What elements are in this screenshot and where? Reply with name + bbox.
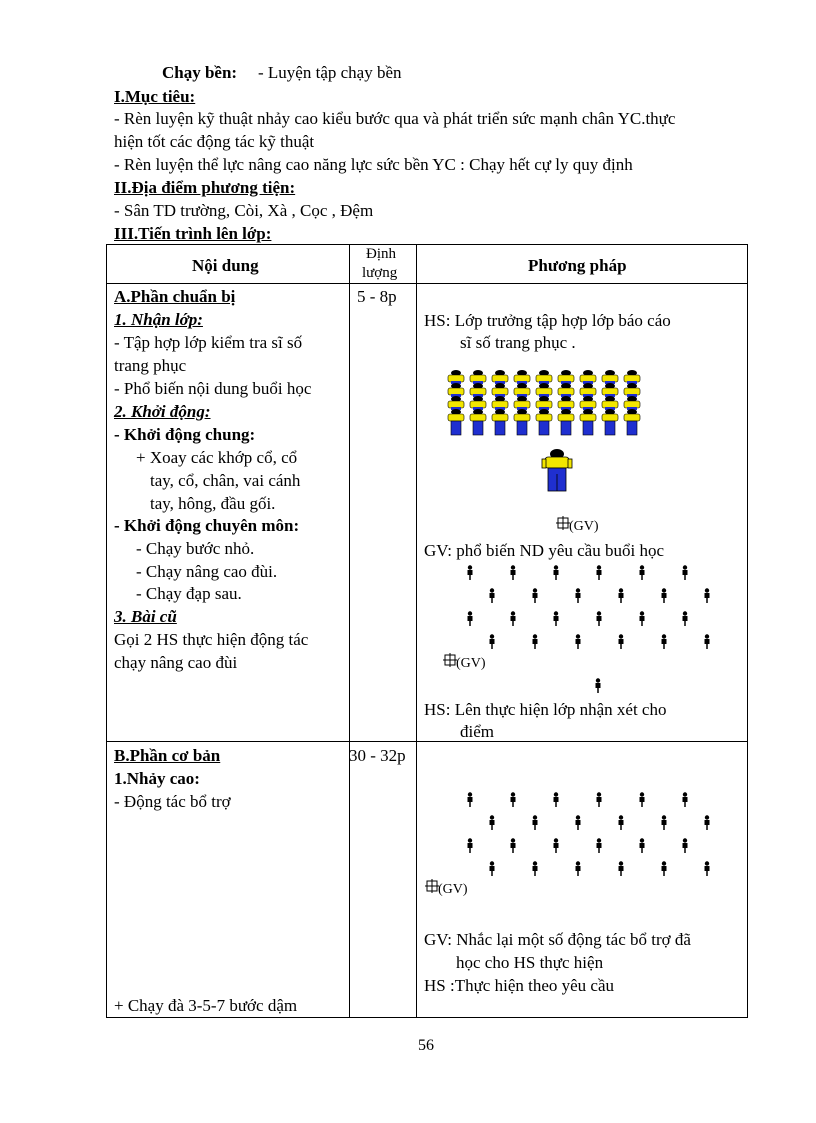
stick-figure	[509, 565, 517, 581]
class-monitor-figure	[539, 447, 575, 495]
stick-figure	[466, 838, 474, 854]
stick-figure	[617, 861, 625, 877]
stick-figure	[595, 838, 603, 854]
stick-figure	[703, 861, 711, 877]
student-figure	[448, 370, 464, 384]
stick-figure	[660, 588, 668, 604]
student-figure	[492, 396, 508, 410]
student-figure	[448, 383, 464, 397]
stick-figure	[638, 565, 646, 581]
table-border-left	[106, 244, 107, 1018]
stick-figure	[466, 565, 474, 581]
part-a-item-2: - Phổ biến nội dung buổi học	[114, 379, 312, 398]
table-header-bottom	[106, 283, 748, 284]
student-figure	[536, 370, 552, 384]
rotation-line-3: tay, hông, đầu gối.	[150, 494, 276, 513]
student-figure	[558, 409, 574, 435]
stick-figure	[617, 588, 625, 604]
part-a-sub-1: 1. Nhận lớp:	[114, 310, 203, 329]
stick-figure	[488, 815, 496, 831]
method-gv-2-line-1: GV: Nhắc lại một số động tác bổ trợ đã	[424, 930, 691, 949]
stick-figure	[703, 588, 711, 604]
part-b-heading: B.Phần cơ bản	[114, 746, 221, 765]
stick-figure	[617, 815, 625, 831]
section-location-heading: II.Địa điểm phương tiện:	[114, 178, 296, 197]
stick-figure	[595, 792, 603, 808]
drill-1: - Chạy bước nhỏ.	[136, 539, 255, 558]
special-warmup: - Khởi động chuyên môn:	[114, 516, 300, 535]
method-hs-1-line-1: HS: Lớp trưởng tập hợp lớp báo cáo	[424, 311, 671, 330]
student-figure	[536, 396, 552, 410]
part-b-amount: 30 - 32p	[349, 746, 406, 765]
student-figure	[470, 370, 486, 384]
student-figure	[602, 370, 618, 384]
student-figure	[448, 396, 464, 410]
student-figure	[558, 383, 574, 397]
stick-figure	[488, 588, 496, 604]
stick-figure	[574, 634, 582, 650]
teacher-icon	[444, 654, 456, 666]
stick-figure	[703, 634, 711, 650]
teacher-label-2: (GV)	[456, 656, 486, 671]
stick-figure	[638, 792, 646, 808]
lesson-title-bold: Chạy bền:	[162, 63, 238, 82]
student-figure	[470, 383, 486, 397]
student-figure	[558, 396, 574, 410]
goal-1-line-1: - Rèn luyện kỹ thuật nhảy cao kiểu bước qua và phát triển sức mạnh chân YC.thực	[114, 109, 676, 128]
teacher-label-1: (GV)	[569, 519, 599, 534]
section-process-heading: III.Tiến trình lên lớp:	[114, 224, 272, 243]
student-figure	[558, 370, 574, 384]
student-figure	[624, 383, 640, 397]
stick-figure	[552, 565, 560, 581]
stick-figure	[552, 792, 560, 808]
stick-figure	[617, 634, 625, 650]
table-border-right	[747, 244, 748, 1018]
drill-2: - Chạy nâng cao đùi.	[136, 562, 278, 581]
student-figure	[602, 409, 618, 435]
stick-figure	[466, 792, 474, 808]
header-amount-line-2: lượng	[362, 265, 398, 281]
table-border-top	[106, 244, 748, 245]
stick-figure	[531, 861, 539, 877]
stick-figure	[531, 815, 539, 831]
part-b-item-1: - Động tác bổ trợ	[114, 792, 231, 811]
student-figure	[514, 409, 530, 435]
stick-figure	[638, 838, 646, 854]
stick-figure	[638, 611, 646, 627]
lesson-title-rest: - Luyện tập chạy bền	[258, 63, 402, 82]
student-figure	[580, 383, 596, 397]
stick-figure	[574, 588, 582, 604]
drill-3: - Chạy đạp sau.	[136, 584, 242, 603]
student-figure	[514, 383, 530, 397]
teacher-label-3: (GV)	[438, 882, 468, 897]
teacher-icon	[426, 880, 438, 892]
student-figure	[624, 370, 640, 384]
rotation-line-2: tay, cổ, chân, vai cánh	[150, 471, 301, 490]
student-figure	[514, 370, 530, 384]
student-figure	[514, 396, 530, 410]
stick-figure	[681, 838, 689, 854]
student-figure	[580, 396, 596, 410]
stick-figure	[574, 861, 582, 877]
student-figure	[470, 396, 486, 410]
student-figure	[492, 370, 508, 384]
rotation-line-1: + Xoay các khớp cổ, cổ	[136, 448, 298, 467]
stick-figure	[509, 838, 517, 854]
student-figure	[580, 370, 596, 384]
student-formation	[446, 370, 656, 440]
stick-figure	[595, 611, 603, 627]
section-goals-heading: I.Mục tiêu:	[114, 87, 196, 106]
stick-figure	[574, 815, 582, 831]
goal-1-line-2: hiện tốt các động tác kỹ thuật	[114, 132, 315, 151]
stick-figure	[552, 838, 560, 854]
method-hs-1-line-2: sĩ số trang phục .	[460, 333, 576, 352]
stick-figure	[509, 792, 517, 808]
stick-figure	[660, 815, 668, 831]
table-border-bottom	[106, 1017, 748, 1018]
page-number: 56	[418, 1037, 434, 1054]
stick-figure	[681, 792, 689, 808]
stick-figure	[660, 861, 668, 877]
table-col-divider-2	[416, 244, 417, 1018]
student-figure	[536, 409, 552, 435]
stick-figure	[531, 588, 539, 604]
review-line-1: Gọi 2 HS thực hiện động tác	[114, 630, 309, 649]
student-figure	[470, 409, 486, 435]
student-figure	[602, 383, 618, 397]
part-a-heading: A.Phần chuẩn bị	[114, 287, 236, 306]
part-a-item-1-line-1: - Tập hợp lớp kiểm tra sĩ số	[114, 333, 303, 352]
stick-figure	[552, 611, 560, 627]
stick-figure	[594, 678, 602, 694]
part-b-run-up: + Chạy đà 3-5-7 bước dậm	[114, 996, 298, 1015]
student-figure	[580, 409, 596, 435]
table-row-divider	[106, 741, 748, 742]
stick-figure	[681, 565, 689, 581]
header-content: Nội dung	[192, 256, 259, 275]
student-figure	[624, 409, 640, 435]
part-a-sub-3: 3. Bài cũ	[114, 607, 177, 626]
general-warmup: - Khởi động chung:	[114, 425, 256, 444]
stick-figure	[703, 815, 711, 831]
method-hs-2-line-1: HS: Lên thực hiện lớp nhận xét cho	[424, 700, 667, 719]
method-gv-2-line-2: học cho HS thực hiện	[456, 953, 604, 972]
part-a-item-1-line-2: trang phục	[114, 356, 187, 375]
goal-2: - Rèn luyện thể lực nâng cao năng lực sức bền YC : Chạy hết cự ly quy định	[114, 155, 633, 174]
student-figure	[624, 396, 640, 410]
stick-figure	[509, 611, 517, 627]
part-a-sub-2: 2. Khởi động:	[114, 402, 211, 421]
stick-figure	[681, 611, 689, 627]
stick-figure	[488, 634, 496, 650]
method-hs-2-line-2: điểm	[460, 722, 494, 741]
header-amount-line-1: Định	[366, 246, 396, 262]
method-gv-1: GV: phổ biến ND yêu cầu buổi học	[424, 541, 664, 560]
stick-figure	[531, 634, 539, 650]
stick-figure	[595, 565, 603, 581]
part-b-sub-1: 1.Nhảy cao:	[114, 769, 200, 788]
stick-figure	[488, 861, 496, 877]
review-line-2: chạy nâng cao đùi	[114, 653, 238, 672]
student-figure	[492, 409, 508, 435]
part-a-amount: 5 - 8p	[357, 287, 397, 306]
student-figure	[448, 409, 464, 435]
equipment-list: - Sân TD trường, Còi, Xà , Cọc , Đệm	[114, 201, 374, 220]
table-col-divider-1	[349, 244, 350, 1018]
student-figure	[536, 383, 552, 397]
method-hs-3: HS :Thực hiện theo yêu cầu	[424, 976, 615, 995]
teacher-icon	[557, 517, 569, 529]
student-figure	[602, 396, 618, 410]
stick-figure	[466, 611, 474, 627]
student-figure	[492, 383, 508, 397]
header-method: Phương pháp	[528, 256, 627, 275]
stick-figure	[660, 634, 668, 650]
